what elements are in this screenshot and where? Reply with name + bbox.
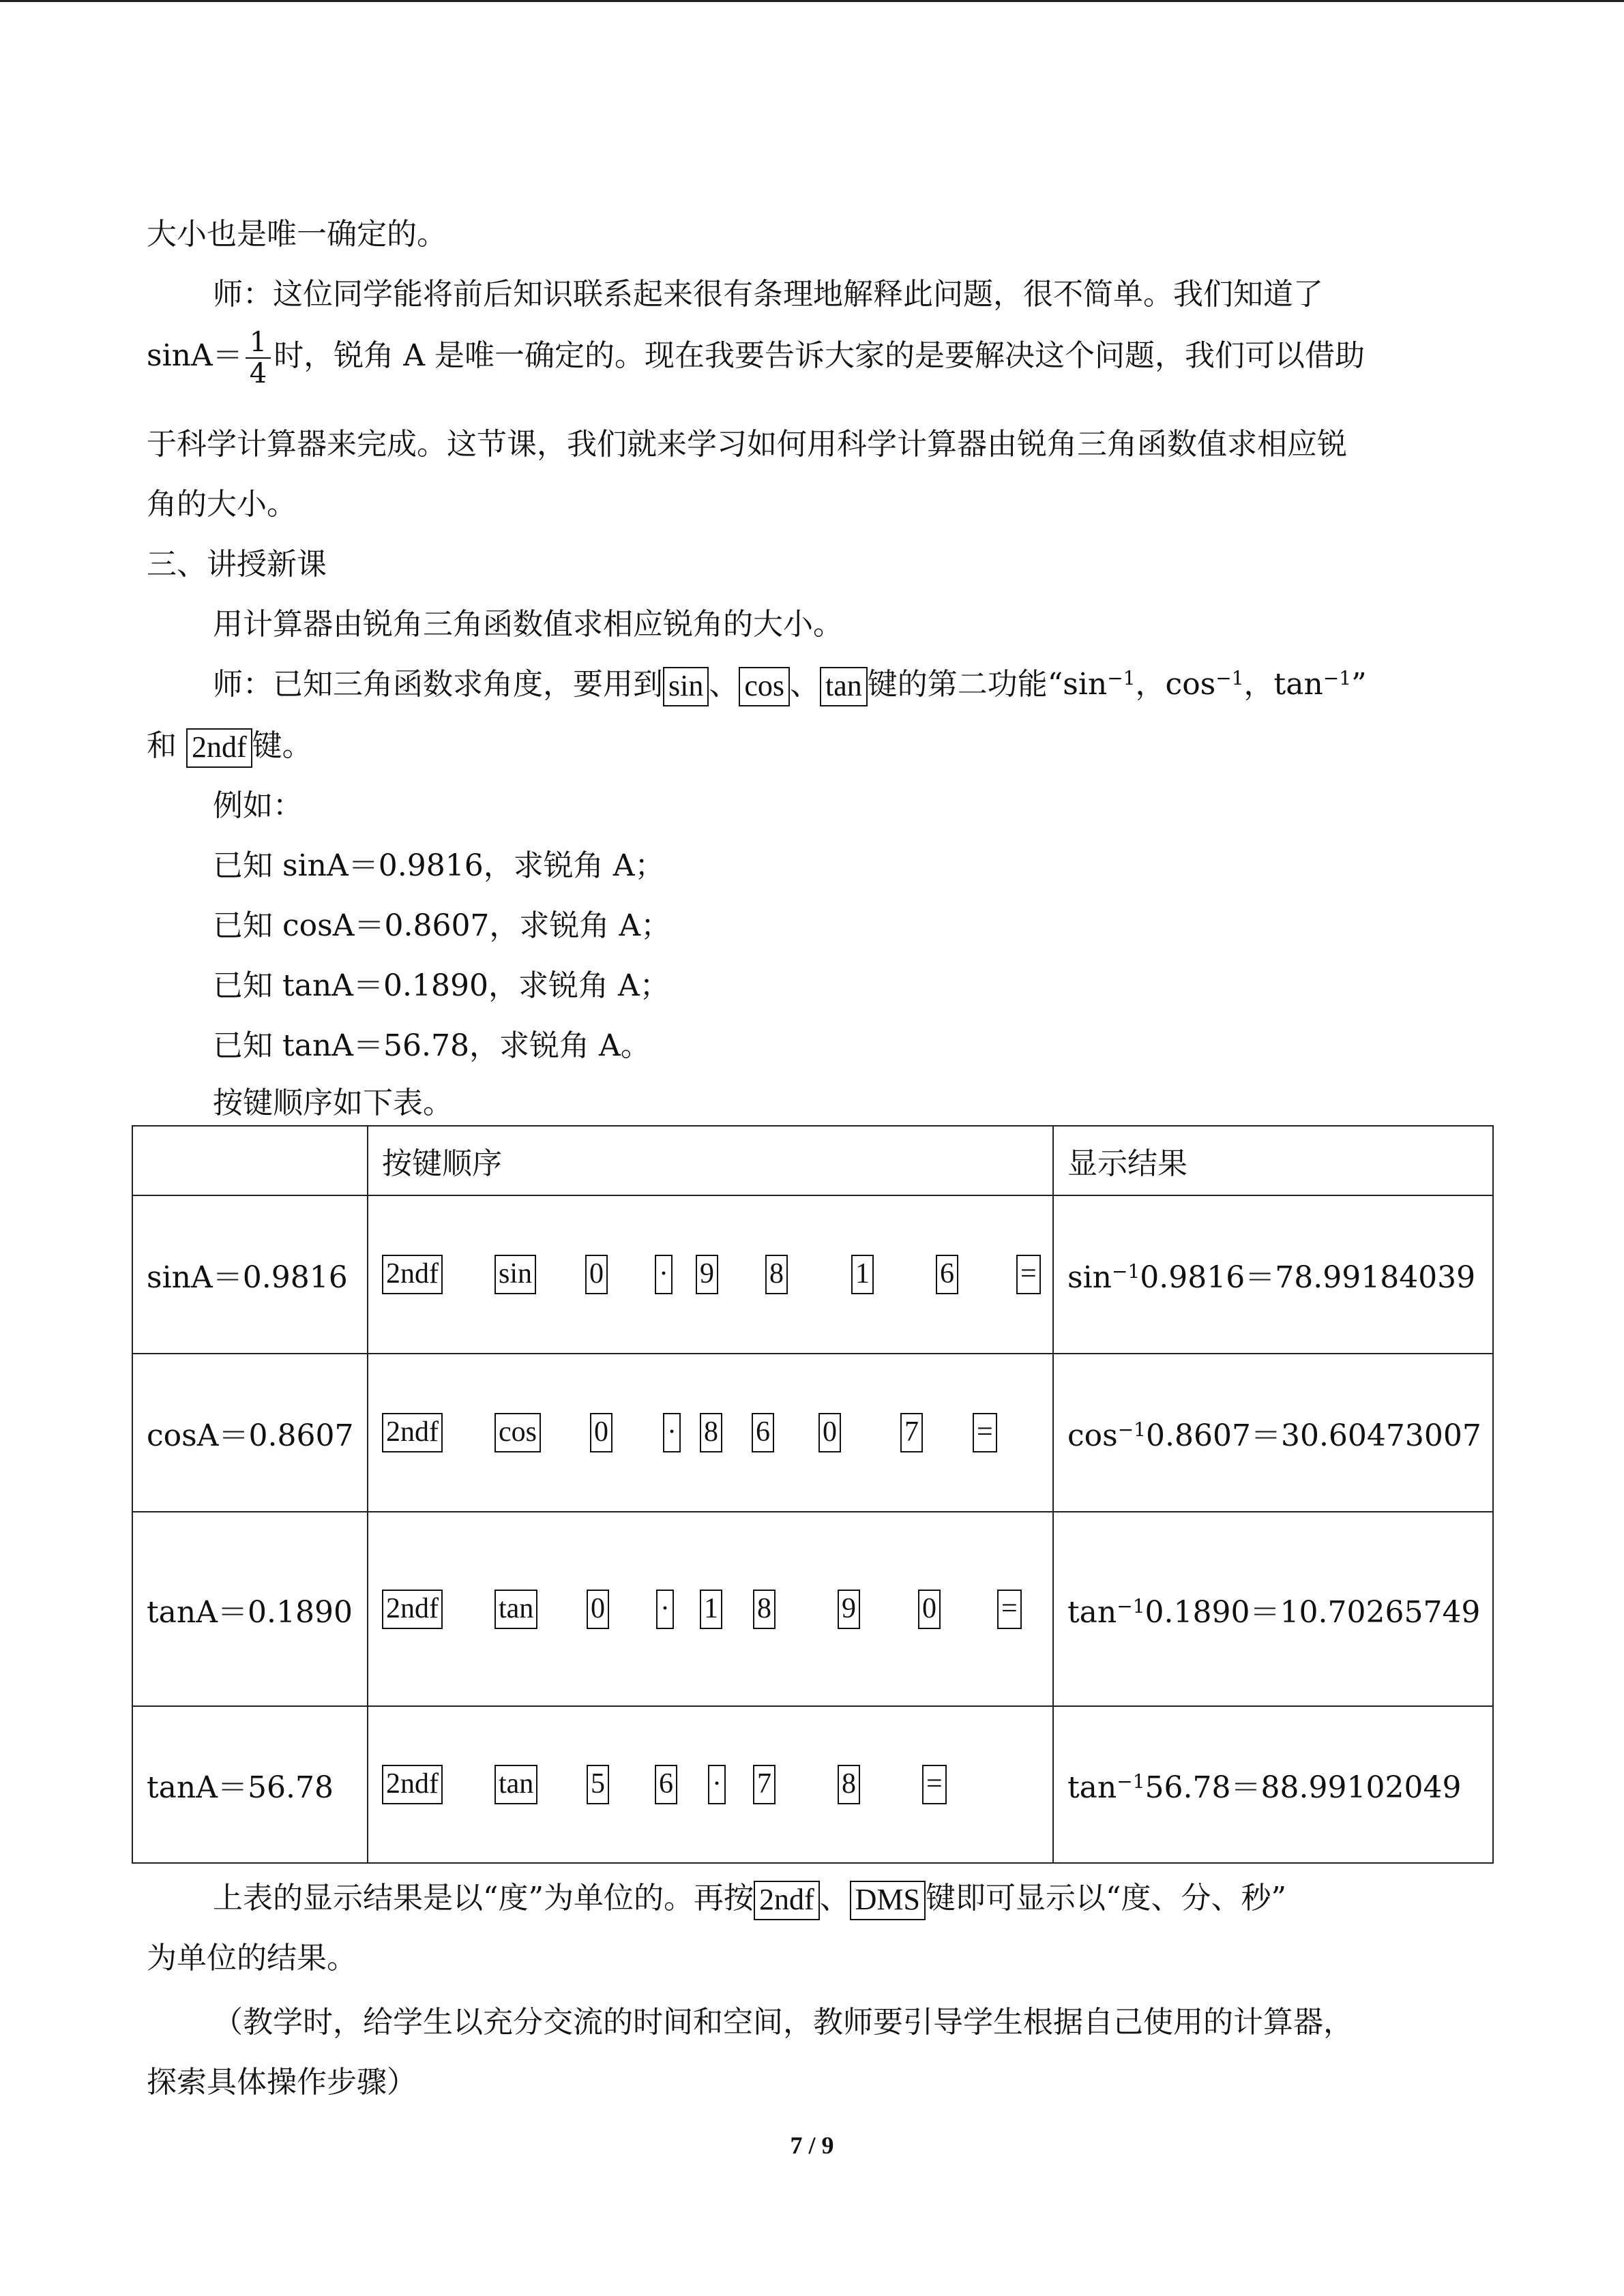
formula-prefix: sinA＝ <box>147 338 243 373</box>
paragraph-teacher-remark: 师：这位同学能将前后知识联系起来很有条理地解释此问题，很不简单。我们知道了 <box>213 277 1323 312</box>
paragraph-calculator-intro: 于科学计算器来完成。这节课，我们就来学习如何用科学计算器由锐角三角函数值求相应锐 <box>147 427 1347 462</box>
key-sequence <box>382 1196 1039 1353</box>
key-sequence-cell <box>368 1706 1053 1863</box>
table-row <box>132 1706 1493 1863</box>
fraction-one-quarter <box>246 327 271 389</box>
key-sequence <box>382 1354 1039 1511</box>
text-segment: 键的第二功能“sin <box>867 667 1108 702</box>
paragraph-dms-note <box>213 1868 1543 1928</box>
key-button: 9 <box>838 1590 860 1629</box>
paragraph-keys-intro <box>213 655 1543 715</box>
key-button: 6 <box>655 1765 677 1804</box>
key-button: 2ndf <box>382 1255 443 1294</box>
key-cos: cos <box>739 667 790 706</box>
key-button: 0 <box>818 1413 841 1452</box>
fraction-denominator: 4 <box>249 357 267 389</box>
paragraph-angle-size: 角的大小。 <box>147 487 297 522</box>
paragraph-continuation: 大小也是唯一确定的。 <box>147 217 447 252</box>
key-sin: sin <box>663 667 709 706</box>
paragraph-table-intro: 按键顺序如下表。 <box>213 1086 453 1120</box>
example-item: 已知 sinA＝0.9816，求锐角 A； <box>213 848 665 883</box>
paragraph-teaching-note: （教学时，给学生以充分交流的时间和空间，教师要引导学生根据自己使用的计算器， <box>213 2005 1353 2040</box>
given-value-cell: tanA＝0.1890 <box>132 1512 368 1706</box>
exponent: −1 <box>1117 1770 1145 1793</box>
given-value-cell: sinA＝0.9816 <box>132 1195 368 1354</box>
key-button: 5 <box>587 1765 609 1804</box>
key-button: = <box>973 1413 997 1452</box>
key-button: 0 <box>585 1255 608 1294</box>
section-heading: 三、讲授新课 <box>147 547 327 582</box>
key-sequence-cell <box>368 1512 1053 1706</box>
result-cell <box>1053 1706 1493 1863</box>
key-button: = <box>1016 1255 1041 1294</box>
key-sequence <box>382 1707 1039 1862</box>
paragraph-dms-unit: 为单位的结果。 <box>147 1941 357 1976</box>
result-function: cos <box>1067 1418 1118 1453</box>
result-function: tan <box>1067 1594 1117 1630</box>
key-2ndf: 2ndf <box>754 1881 820 1920</box>
key-sequence-table <box>132 1125 1494 1864</box>
table-row <box>132 1354 1493 1512</box>
text-segment: 和 <box>147 728 177 763</box>
key-2ndf: 2ndf <box>186 728 252 768</box>
key-button: 0 <box>587 1590 609 1629</box>
result-value: 0.8607＝30.60473007 <box>1146 1418 1481 1453</box>
paragraph-text: 时，锐角 A 是唯一确定的。现在我要告诉大家的是要解决这个问题，我们可以借助 <box>274 338 1365 373</box>
key-button: 8 <box>700 1413 722 1452</box>
text-segment: 键即可显示以“度、分、秒” <box>926 1881 1287 1915</box>
table-row <box>132 1195 1493 1354</box>
example-item: 已知 cosA＝0.8607，求锐角 A； <box>213 908 671 943</box>
text-segment: ，tan <box>1243 667 1323 702</box>
result-value: 0.1890＝10.70265749 <box>1145 1594 1481 1630</box>
exponent: −1 <box>1323 667 1352 689</box>
key-tan: tan <box>820 667 868 706</box>
key-button: = <box>997 1590 1022 1629</box>
example-item: 已知 tanA＝0.1890，求锐角 A； <box>213 968 670 1003</box>
exponent: −1 <box>1117 1418 1146 1441</box>
table-header-cell <box>132 1126 368 1195</box>
example-item: 已知 tanA＝56.78，求锐角 A。 <box>213 1028 651 1063</box>
table-header-cell: 显示结果 <box>1053 1126 1493 1195</box>
key-dms: DMS <box>850 1881 926 1920</box>
paragraph-topic: 用计算器由锐角三角函数值求相应锐角的大小。 <box>213 607 843 642</box>
key-sequence <box>382 1512 1039 1705</box>
table-row <box>132 1512 1493 1706</box>
key-sequence-cell <box>368 1354 1053 1512</box>
given-value-cell: tanA＝56.78 <box>132 1706 368 1863</box>
key-button: 8 <box>753 1590 776 1629</box>
text-segment: 键。 <box>252 728 312 763</box>
page-number: 7 / 9 <box>790 2132 834 2159</box>
key-sequence-cell <box>368 1195 1053 1354</box>
key-button: 9 <box>696 1255 718 1294</box>
exponent: −1 <box>1215 667 1244 689</box>
key-button: tan <box>494 1765 537 1804</box>
result-cell <box>1053 1354 1493 1512</box>
table-header-row <box>132 1126 1493 1195</box>
key-button: · <box>663 1413 681 1452</box>
key-button: sin <box>494 1255 536 1294</box>
result-value: 56.78＝88.99102049 <box>1145 1770 1462 1805</box>
result-cell <box>1053 1195 1493 1354</box>
key-button: · <box>655 1255 673 1294</box>
paragraph-sine-condition <box>147 326 1477 389</box>
text-segment: 师：已知三角函数求角度，要用到 <box>213 667 663 702</box>
key-button: = <box>922 1765 947 1804</box>
exponent: −1 <box>1107 667 1136 689</box>
key-button: 2ndf <box>382 1765 443 1804</box>
key-button: 0 <box>918 1590 941 1629</box>
result-function: tan <box>1067 1770 1117 1805</box>
separator: 、 <box>819 1881 850 1915</box>
exponent: −1 <box>1117 1594 1145 1617</box>
given-value-cell: cosA＝0.8607 <box>132 1354 368 1512</box>
result-value: 0.9816＝78.99184039 <box>1140 1260 1476 1295</box>
key-button: 2ndf <box>382 1413 443 1452</box>
text-segment: 上表的显示结果是以“度”为单位的。再按 <box>213 1881 754 1915</box>
result-function: sin <box>1067 1260 1112 1295</box>
separator: 、 <box>790 667 821 702</box>
fraction-numerator: 1 <box>246 327 271 359</box>
result-cell <box>1053 1512 1493 1706</box>
key-button: 6 <box>752 1413 774 1452</box>
paragraph-teaching-note-end: 探索具体操作步骤） <box>147 2065 417 2100</box>
key-button: · <box>656 1590 674 1629</box>
key-button: 2ndf <box>382 1590 443 1629</box>
paragraph-2ndf-key <box>147 716 1477 776</box>
key-button: 0 <box>590 1413 612 1452</box>
key-button: cos <box>494 1413 541 1452</box>
key-button: 7 <box>753 1765 776 1804</box>
exponent: −1 <box>1112 1260 1140 1283</box>
key-button: 8 <box>765 1255 788 1294</box>
key-button: 8 <box>838 1765 860 1804</box>
text-segment: ” <box>1351 667 1367 702</box>
key-button: 1 <box>700 1590 722 1629</box>
key-button: 7 <box>900 1413 923 1452</box>
key-button: 1 <box>851 1255 874 1294</box>
key-button: · <box>708 1765 726 1804</box>
paragraph-example-label: 例如： <box>213 788 303 823</box>
key-button: tan <box>494 1590 537 1629</box>
text-segment: ，cos <box>1135 667 1216 702</box>
separator: 、 <box>709 667 739 702</box>
key-button: 6 <box>936 1255 958 1294</box>
table-header-cell: 按键顺序 <box>368 1126 1053 1195</box>
